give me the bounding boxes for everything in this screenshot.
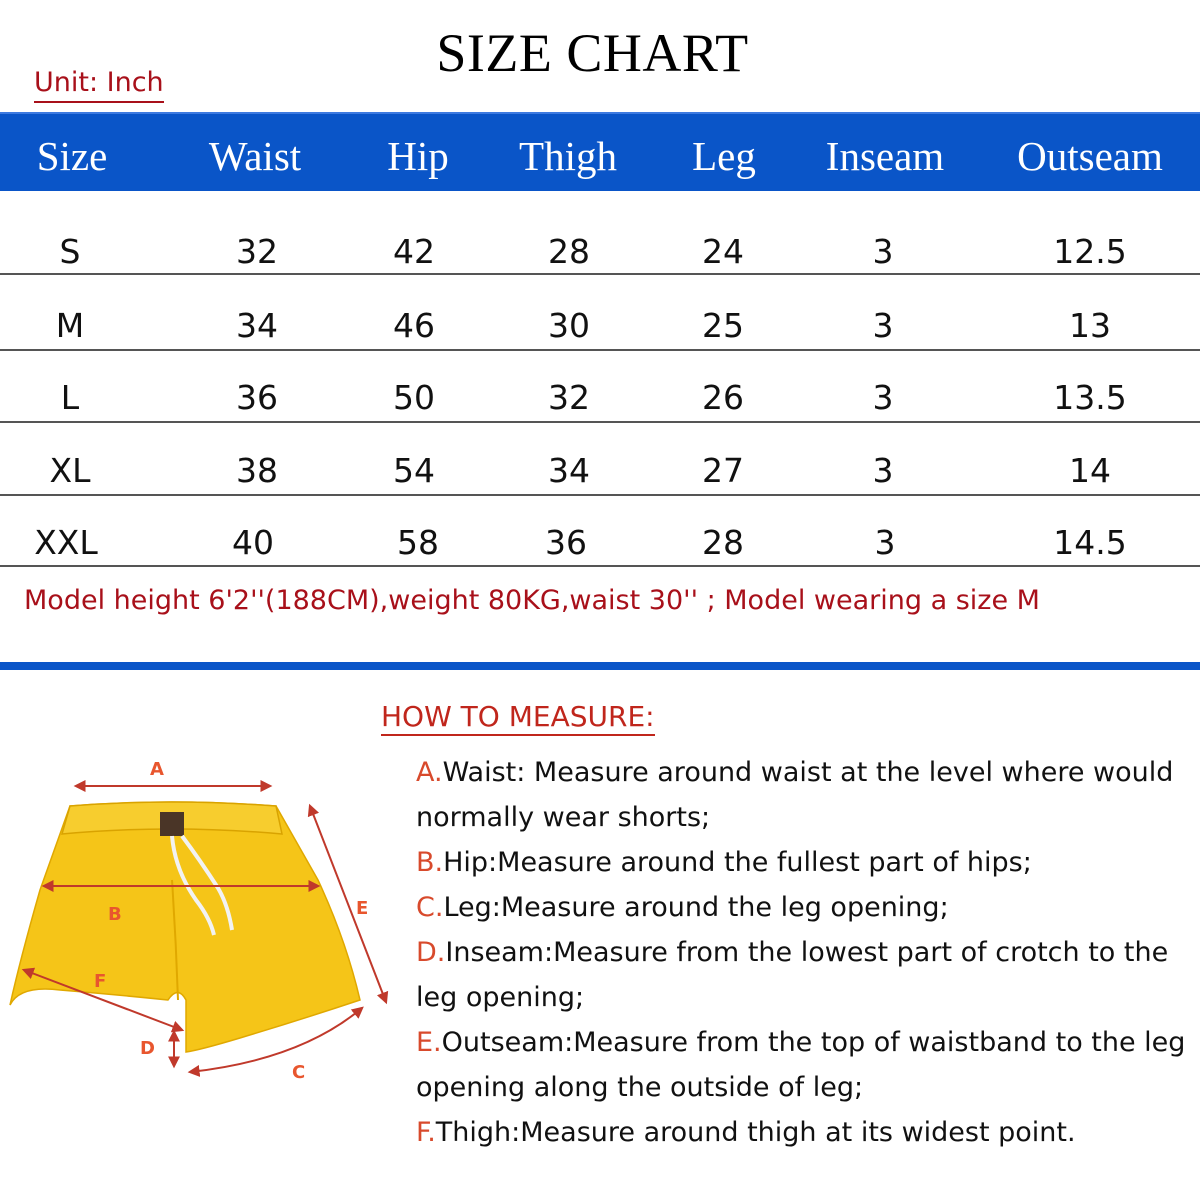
cell-leg: 25 bbox=[702, 306, 744, 345]
cell-outseam: 14 bbox=[1069, 451, 1111, 490]
cell-outseam: 12.5 bbox=[1053, 232, 1127, 271]
cell-leg: 26 bbox=[702, 378, 744, 417]
size-chart-title: SIZE CHART bbox=[436, 23, 749, 83]
row-divider bbox=[0, 421, 1200, 423]
cell-waist: 32 bbox=[236, 232, 278, 271]
cell-inseam: 3 bbox=[872, 378, 894, 417]
model-note: Model height 6'2''(188CM),weight 80KG,waist 30'' ; Model wearing a size M bbox=[24, 585, 1040, 616]
cell-waist: 36 bbox=[236, 378, 278, 417]
header-inseam: Inseam bbox=[825, 133, 945, 179]
header-waist: Waist bbox=[208, 133, 302, 179]
cell-thigh: 30 bbox=[548, 306, 590, 345]
cell-size: L bbox=[60, 378, 80, 417]
cell-inseam: 3 bbox=[872, 306, 894, 345]
how-to-measure-heading: HOW TO MEASURE: bbox=[381, 700, 655, 736]
instruction-text: Waist: Measure around waist at the level where would bbox=[442, 757, 1174, 788]
instruction-text: Leg:Measure around the leg opening; bbox=[443, 892, 949, 923]
cell-hip: 58 bbox=[397, 523, 439, 562]
label-d: D bbox=[140, 1038, 155, 1059]
cell-hip: 54 bbox=[393, 451, 435, 490]
instruction-text: leg opening; bbox=[416, 982, 585, 1013]
cell-hip: 42 bbox=[393, 232, 435, 271]
cell-hip: 46 bbox=[393, 306, 435, 345]
header-leg: Leg bbox=[692, 133, 756, 179]
table-row bbox=[0, 431, 1200, 503]
header-thigh: Thigh bbox=[519, 133, 617, 179]
cell-outseam: 14.5 bbox=[1053, 523, 1127, 562]
label-c: C bbox=[292, 1062, 306, 1083]
instruction-line bbox=[416, 1020, 1196, 1065]
label-b: B bbox=[108, 904, 122, 925]
cell-thigh: 34 bbox=[548, 451, 590, 490]
unit-label: Unit: Inch bbox=[34, 66, 164, 103]
instruction-line bbox=[416, 885, 1196, 930]
cell-leg: 28 bbox=[702, 523, 744, 562]
cell-hip: 50 bbox=[393, 378, 435, 417]
table-row bbox=[0, 358, 1200, 430]
cell-waist: 40 bbox=[232, 523, 274, 562]
cell-size: XL bbox=[49, 451, 91, 490]
instruction-line bbox=[416, 975, 1196, 1020]
instruction-text: normally wear shorts; bbox=[416, 802, 711, 833]
cell-leg: 27 bbox=[702, 451, 744, 490]
instruction-text: Inseam:Measure from the lowest part of crotch to the bbox=[445, 937, 1169, 968]
cell-thigh: 32 bbox=[548, 378, 590, 417]
cell-thigh: 28 bbox=[548, 232, 590, 271]
instruction-text: opening along the outside of leg; bbox=[416, 1072, 864, 1103]
header-outseam: Outseam bbox=[1017, 133, 1163, 179]
cell-size: XXL bbox=[34, 523, 98, 562]
cell-thigh: 36 bbox=[545, 523, 587, 562]
cell-outseam: 13 bbox=[1069, 306, 1111, 345]
label-a: A bbox=[150, 759, 164, 780]
section-divider bbox=[0, 662, 1200, 670]
row-divider bbox=[0, 349, 1200, 351]
cell-waist: 38 bbox=[236, 451, 278, 490]
instruction-line bbox=[416, 1110, 1196, 1155]
instruction-letter: C. bbox=[416, 892, 444, 923]
instruction-letter: F. bbox=[416, 1117, 436, 1148]
instruction-line bbox=[416, 930, 1196, 975]
cell-inseam: 3 bbox=[872, 232, 894, 271]
instruction-line bbox=[416, 840, 1196, 885]
label-e: E bbox=[356, 898, 369, 919]
header-size: Size bbox=[36, 133, 108, 179]
instruction-letter: E. bbox=[416, 1027, 442, 1058]
instruction-letter: A. bbox=[416, 757, 443, 788]
brand-label-patch bbox=[160, 812, 184, 836]
header-hip: Hip bbox=[387, 133, 449, 179]
instruction-line bbox=[416, 795, 1196, 840]
shorts-measurement-diagram bbox=[0, 740, 400, 1100]
table-header bbox=[0, 112, 1200, 191]
table-row bbox=[0, 286, 1200, 358]
cell-waist: 34 bbox=[236, 306, 278, 345]
instruction-letter: D. bbox=[416, 937, 446, 968]
instruction-line bbox=[416, 750, 1196, 795]
row-divider bbox=[0, 565, 1200, 567]
instruction-letter: B. bbox=[416, 847, 444, 878]
cell-leg: 24 bbox=[702, 232, 744, 271]
instruction-line bbox=[416, 1065, 1196, 1110]
instruction-text: Outseam:Measure from the top of waistband to the leg bbox=[441, 1027, 1186, 1058]
cell-inseam: 3 bbox=[874, 523, 896, 562]
cell-size: S bbox=[59, 232, 81, 271]
cell-outseam: 13.5 bbox=[1053, 378, 1127, 417]
cell-size: M bbox=[55, 306, 85, 345]
row-divider bbox=[0, 273, 1200, 275]
instruction-text: Thigh:Measure around thigh at its widest point. bbox=[435, 1117, 1076, 1148]
row-divider bbox=[0, 494, 1200, 496]
label-f: F bbox=[94, 971, 107, 992]
instruction-text: Hip:Measure around the fullest part of hips; bbox=[443, 847, 1032, 878]
cell-inseam: 3 bbox=[872, 451, 894, 490]
